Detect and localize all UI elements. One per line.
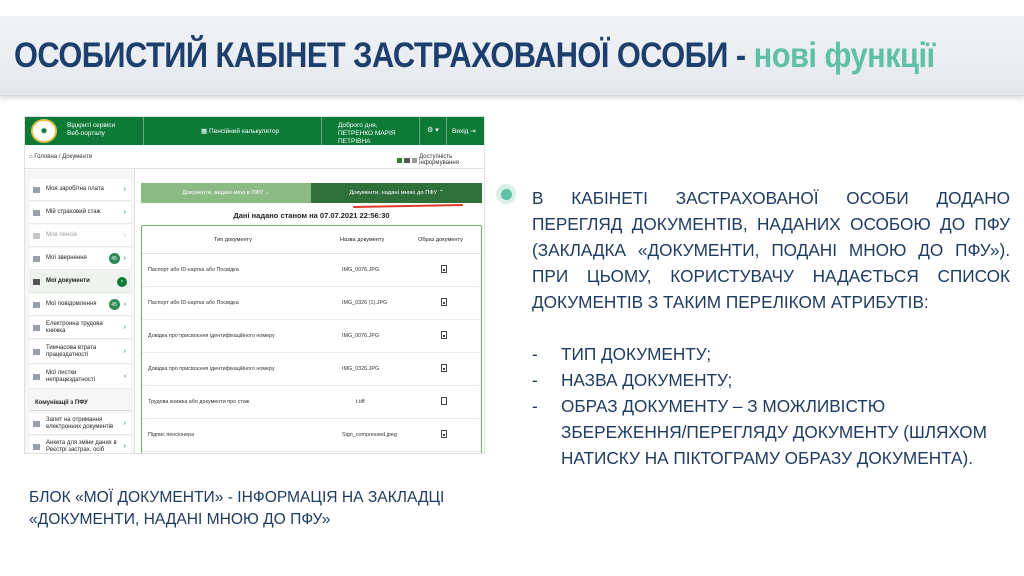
description-text [532,185,1010,315]
slide-title-main: ОСОБИСТИЙ КАБІНЕТ ЗАСТРАХОВАНОЇ ОСОБИ - [14,35,754,75]
screen-icon [412,158,417,163]
bell-icon [33,302,40,308]
tab-issued-to-me[interactable]: Документи, видані мені в ПФУ ⌄ [141,183,311,203]
description-line: (ЗАКЛАДКА «ДОКУМЕНТИ, ПОДАНІ МНОЮ ДО ПФУ»). [532,240,1010,260]
file-icon[interactable] [441,397,447,405]
documents-tabs [141,183,482,203]
chevron-right-icon: › [123,324,126,331]
description-line: ПЕРЕГЛЯД ДОКУМЕНТІВ, НАДАНИХ ОСОБОЮ ДО ПФУ [532,214,1010,234]
notifications-count-badge: 45 [109,299,120,310]
sheet-icon [33,374,40,380]
user-name: ПЕТРЕНКО МАРІЯ ПЕТРІВНА [338,130,396,145]
home-icon: ⌂ [29,154,33,160]
chevron-right-icon: › [123,443,126,450]
chevron-right-icon: › [123,232,126,239]
pfu-logo[interactable]: ✹ [31,119,57,143]
brand-line1: Відкриті сервіси [67,122,116,129]
sidebar-item-appeals[interactable]: Мої звернення 45 › [29,248,131,270]
sidebar-item-employment-book[interactable]: Електронна трудова книжка › [29,317,131,339]
bullet-circle-icon [496,184,516,204]
appeals-count-badge: 45 [109,253,120,264]
sidebar-item-insurance-record[interactable]: Мій страховий стаж › [29,202,131,224]
file-image-icon[interactable] [441,265,447,273]
table-row: Довідка про присвоєння ідентифікаційного номеру IMG_0076.JPG [142,320,481,353]
chevron-right-icon: › [123,420,126,427]
chevron-right-icon: › [123,373,126,380]
portal-brand[interactable] [67,122,137,138]
pension-calculator-link[interactable]: ▦ Пенсійний калькулятор [201,128,280,135]
record-icon [33,210,40,216]
user-greeting [338,122,418,146]
sidebar-item-salary[interactable]: Моя заробітна плата › [29,179,131,201]
portal-topbar [25,117,485,145]
data-date-header: Дані надано станом на 07.07.2021 22:56:30 [233,211,390,220]
caption-line: БЛОК «МОЇ ДОКУМЕНТИ» - ІНФОРМАЦІЯ НА ЗАКЛАДЦІ [29,489,445,506]
wallet-icon [33,187,40,193]
attributes-list [532,341,1010,471]
list-item: - ОБРАЗ ДОКУМЕНТУ – З МОЖЛИВІСТЮ ЗБЕРЕЖЕННЯ/ПЕРЕГЛЯДУ ДОКУМЕНТУ (ШЛЯХОМ НАТИСКУ НА ПІКТОГРАМУ ОБРАЗУ ДОКУМЕНТА). [532,396,987,468]
tab-submitted-by-me[interactable]: Документи, надані мною до ПФУ ⌃ [311,183,482,203]
description-line: ДОКУМЕНТІВ З ТАКИМ ПЕРЕЛІКОМ АТРИБУТІВ: [532,292,929,312]
file-image-icon[interactable] [441,430,447,438]
greeting-text: Доброго дня, [338,122,378,129]
topbar-divider [143,117,144,145]
file-image-icon[interactable] [441,364,447,372]
sidebar-item-notifications[interactable]: Мої повідомлення 45 › [29,294,131,316]
description-line: В КАБІНЕТІ ЗАСТРАХОВАНОЇ ОСОБИ ДОДАНО [532,188,1010,208]
accessibility-label: Доступність інформування [419,154,459,166]
exit-button[interactable]: Вихід ⇥ [452,128,476,135]
chevron-right-icon: › [123,255,126,262]
topbar-divider [446,117,447,145]
table-row: Паспорт або ID-картка або Посвідка IMG_0076.JPG [142,254,481,287]
slide-title-bar [0,16,1024,96]
sidebar [25,169,135,454]
chevron-right-icon: › [123,301,126,308]
sidebar-item-pension[interactable]: Моя пенсія › [29,225,131,247]
document-icon [33,279,40,285]
breadcrumb[interactable]: ⌂ Головна / Документи [29,154,93,160]
chevron-right-icon: › [117,277,127,287]
slide-title-accent: нові функції [753,35,935,75]
chevron-right-icon: › [123,186,126,193]
mail-icon [33,256,40,262]
screen-icon [404,158,409,163]
column-header-image: Образ документу [418,237,463,243]
screen-icon [397,158,402,163]
gear-icon[interactable]: ⚙ ▾ [427,127,439,134]
file-image-icon[interactable] [441,331,447,339]
table-row: Паспорт або ID-картка або Посвідка IMG_0326 (1).JPG [142,287,481,320]
table-row: Підпис пенсіонера Sign_compressed.jpeg [142,419,481,452]
table-header [142,226,481,254]
table-row: Трудова книжка або документи про стаж t.tiff [142,386,481,419]
chevron-down-icon: ⌄ [264,190,270,196]
table-row: Довідка про присвоєння ідентифікаційного номеру IMG_0326.JPG [142,353,481,386]
list-item: - ТИП ДОКУМЕНТУ; [532,344,712,364]
file-image-icon[interactable] [441,298,447,306]
calculator-icon: ▦ [201,128,208,135]
pension-icon [33,233,40,239]
screenshot-caption [29,487,469,531]
sidebar-item-sick-leave[interactable]: Мої листки непрацездатності › [29,365,131,389]
slide-title [14,36,935,76]
sidebar-section-title: Комунікації з ПФУ [29,395,131,411]
topbar-divider [419,117,420,145]
caption-line: «ДОКУМЕНТИ, НАДАНІ МНОЮ ДО ПФУ» [29,511,331,528]
sidebar-item-documents[interactable]: Мої документи › [29,271,131,293]
book-icon [33,325,40,331]
list-item: - НАЗВА ДОКУМЕНТУ; [532,370,733,390]
form-icon [33,444,40,450]
breadcrumb-bar [25,145,485,169]
sidebar-item-request-documents[interactable]: Запит на отримання електронних документів › [29,413,131,435]
request-icon [33,421,40,427]
medical-icon [33,349,40,355]
topbar-divider [321,117,322,145]
chevron-right-icon: › [123,348,126,355]
brand-line2: Веб-порталу [67,130,105,137]
portal-screenshot [24,116,485,454]
sidebar-item-temporary-disability[interactable]: Тимчасова втрата працездатності › [29,340,131,364]
sidebar-item-change-data[interactable]: Анкета для зміни даних в Реєстрі застрах. осіб › [29,436,131,454]
logout-icon: ⇥ [470,128,476,135]
documents-table [141,225,482,454]
accessibility-controls[interactable] [397,154,485,166]
column-header-type: Тип документу [214,237,252,243]
chevron-right-icon: › [123,209,126,216]
chevron-up-icon: ⌃ [438,190,444,196]
column-header-name: Назва документу [340,237,385,243]
red-underline-annotation [353,204,463,208]
description-line: ПРИ ЦЬОМУ, КОРИСТУВАЧУ НАДАЄТЬСЯ СПИСОК [532,266,1010,286]
